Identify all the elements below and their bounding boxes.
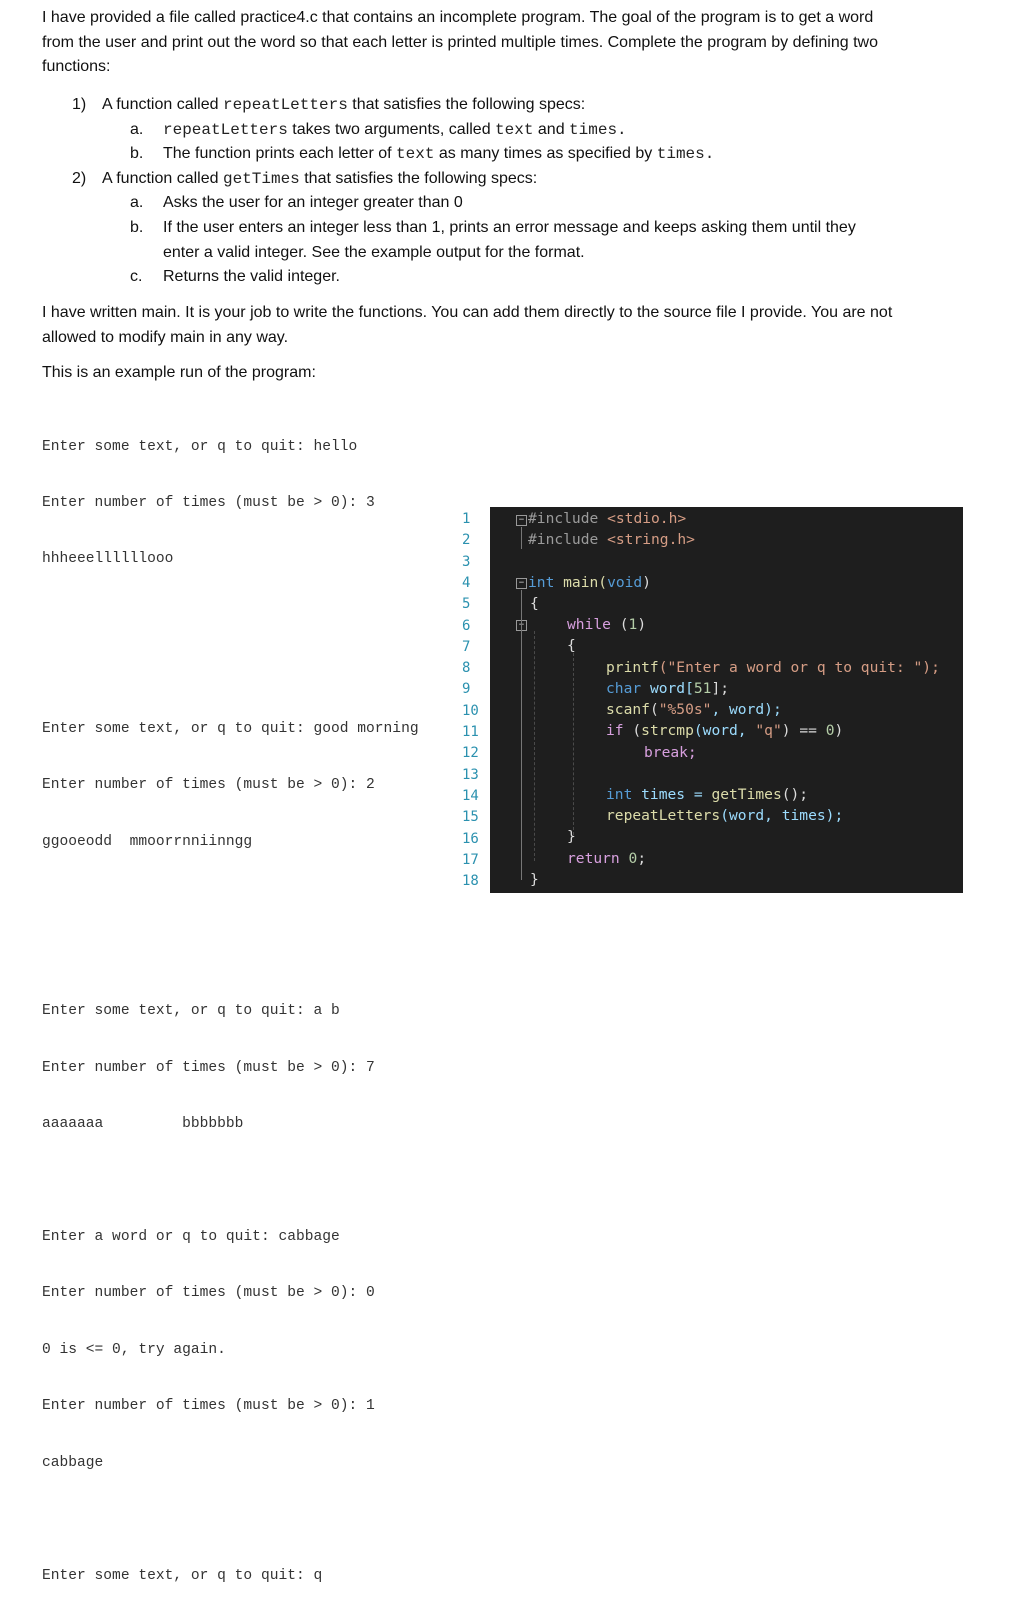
list-item-1b: b. The function prints each letter of text as many times as specified by times.: [130, 145, 715, 164]
intro-text: I have provided a file called practice4.c that contains an incomplete program. The goal of the program is to get a word from the user and print out the word so that each letter is printed multiple times. Complete the program by defining two functions:: [42, 9, 878, 75]
run-line: Enter number of times (must be > 0): 7: [42, 1059, 375, 1076]
code-line-18: }: [530, 871, 539, 888]
code-line-1: #include <stdio.h>: [528, 510, 687, 527]
code-line-7: {: [567, 637, 576, 654]
spec-list: [72, 93, 892, 290]
code-line-4: int main(void): [528, 574, 652, 591]
list-item-2b: b. If the user enters an integer less than 1, prints an error message and keeps asking them until they enter a valid integer. See the example output for the format.: [130, 218, 856, 261]
run-line: 0 is <= 0, try again.: [42, 1341, 226, 1358]
line-number: 17: [462, 851, 479, 868]
fold-minus-icon: −: [516, 620, 527, 631]
run-line: Enter number of times (must be > 0): 0: [42, 1285, 375, 1302]
run-line: Enter number of times (must be > 0): 1: [42, 1398, 375, 1415]
code-line-6: while (1): [567, 616, 647, 633]
main-note-paragraph: I have written main. It is your job to write the functions. You can add them directly to the source file I provide. You are not allowed to modify main in any way.: [42, 304, 893, 346]
code-line-5: {: [530, 595, 539, 612]
code-line-17: return 0;: [567, 850, 647, 867]
line-number: 9: [462, 681, 471, 698]
example-run-output: [42, 400, 419, 1604]
line-number: 6: [462, 617, 471, 634]
line-number: 18: [462, 873, 479, 890]
list-item-1: 1) A function called repeatLetters that satisfies the following specs:: [72, 96, 586, 114]
list-item-2a: a. Asks the user for an integer greater than 0: [130, 194, 463, 212]
example-run-heading: This is an example run of the program:: [42, 364, 316, 381]
code-line-10: scanf("%50s", word);: [606, 701, 782, 718]
line-number: 15: [462, 809, 479, 826]
code-line-2: #include <string.h>: [528, 531, 695, 548]
run-line: Enter a word or q to quit: cabbage: [42, 1229, 340, 1246]
code-line-15: repeatLetters(word, times);: [606, 807, 844, 824]
run-line: Enter some text, or q to quit: q: [42, 1567, 323, 1584]
code-line-12: break;: [644, 744, 697, 761]
code-line-16: }: [567, 828, 576, 845]
indent-guide: [534, 631, 535, 861]
line-number: 12: [462, 745, 479, 762]
line-number: 3: [462, 553, 471, 570]
run-line: Enter some text, or q to quit: good morning: [42, 720, 419, 737]
code-line-11: if (strcmp(word, "q") == 0): [606, 722, 844, 739]
run-line: cabbage: [42, 1454, 104, 1471]
run-line: ggooeodd mmoorrnniinngg: [42, 833, 253, 850]
fold-bar: [521, 590, 522, 880]
run-line: aaaaaaa bbbbbbb: [42, 1116, 244, 1133]
line-number: 16: [462, 830, 479, 847]
line-number: 14: [462, 787, 479, 804]
line-number: 5: [462, 596, 471, 613]
intro-paragraph: [42, 6, 902, 80]
code-gettimes: getTimes: [222, 169, 300, 188]
list-item-2c: c. Returns the valid integer.: [130, 268, 340, 286]
fold-minus-icon: −: [516, 515, 527, 526]
line-number: 7: [462, 638, 471, 655]
fold-minus-icon: −: [516, 578, 527, 589]
run-line: Enter some text, or q to quit: a b: [42, 1003, 340, 1020]
line-number: 1: [462, 511, 471, 527]
code-line-14: int times = getTimes();: [606, 786, 809, 803]
line-number: 10: [462, 702, 479, 719]
run-line: hhheeellllllooo: [42, 551, 174, 568]
code-line-8: printf("Enter a word or q to quit: ");: [606, 659, 940, 676]
line-number: 2: [462, 532, 471, 549]
line-number: 11: [462, 724, 479, 740]
line-number: 4: [462, 574, 471, 591]
line-number: 13: [462, 766, 479, 783]
line-number-gutter: [460, 507, 490, 893]
run-line: Enter number of times (must be > 0): 2: [42, 777, 375, 794]
line-number: 8: [462, 660, 471, 677]
run-line: Enter number of times (must be > 0): 3: [42, 494, 375, 511]
list-item-1a: a. repeatLetters takes two arguments, called text and times.: [130, 120, 627, 139]
list-item-2: 2) A function called getTimes that satisfies the following specs:: [72, 169, 538, 188]
code-line-9: char word[51];: [606, 680, 730, 697]
code-editor: [460, 507, 963, 893]
indent-guide: [573, 653, 574, 835]
run-line: Enter some text, or q to quit: hello: [42, 438, 358, 455]
fold-bar: [521, 527, 522, 549]
code-repeatletters: repeatLetters: [222, 96, 348, 114]
